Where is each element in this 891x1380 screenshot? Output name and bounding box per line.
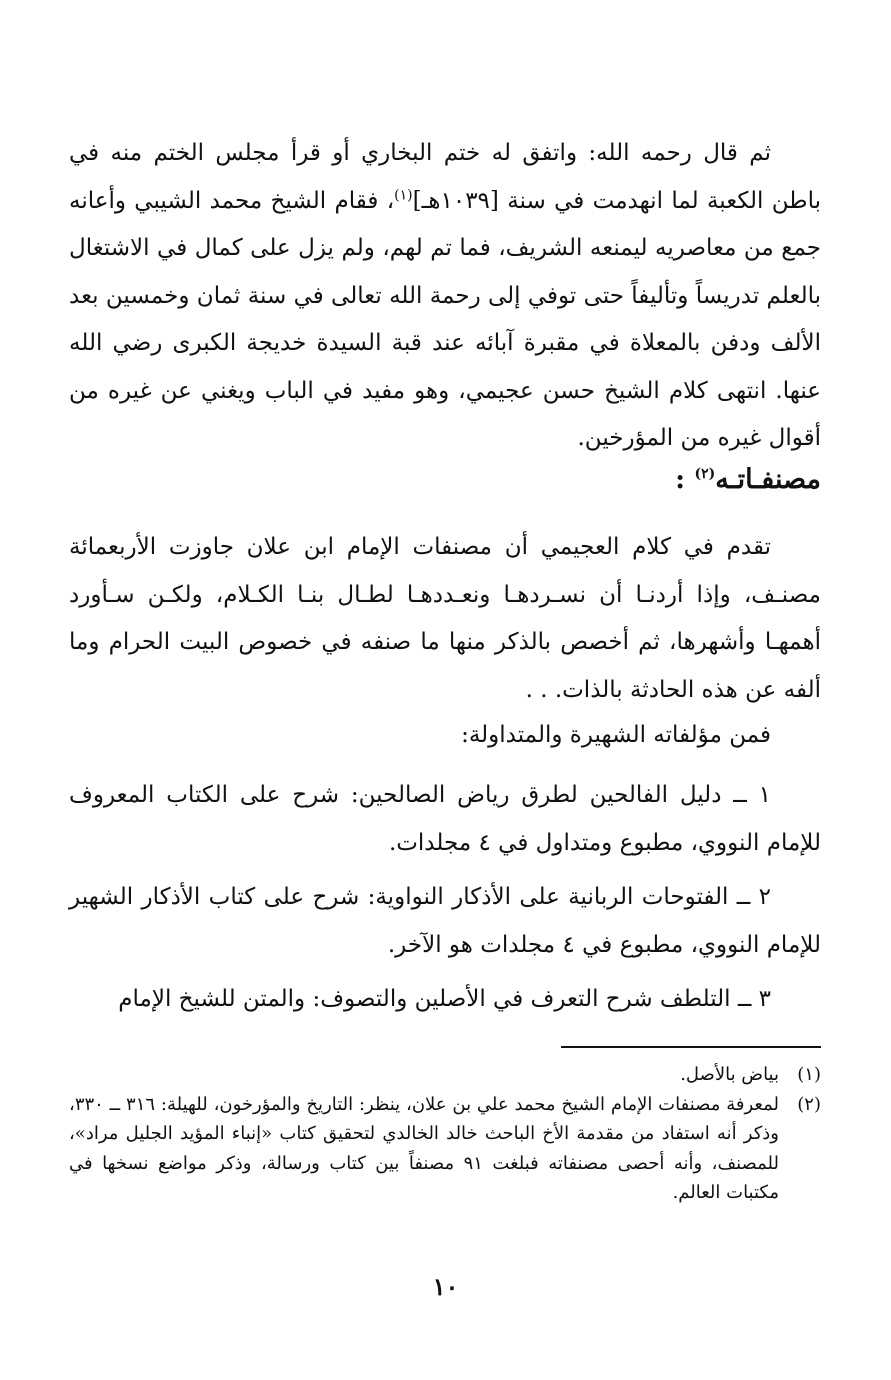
intro-paragraph-part1: ثم قال رحمه الله: واتفق له ختم البخاري أو قرأ مجلس الختم منه في باطن الكعبة لما انهدمت في سنة [١٠٣٩هـ] <box>69 140 821 214</box>
footnote-separator <box>561 1046 821 1048</box>
works-list-item-3 <box>69 976 821 1024</box>
intro-paragraph-part2: ، فقام الشيخ محمد الشيبي وأعانه جمع من معاصريه ليمنعه الشريف، فما تم لهم، ولم يزل على كمال في الاشتغال بالعلم تدريساً وتأليفاً حتى توفي إلى رحمة الله تعالى في سنة ثمان وخمسين بعد الألف ودفن بالمعلاة في مقبرة آبائه عند قبة السيدة خديجة الكبرى رضي الله عنها. انتهى كلام الشيخ حسن عجيمي، وهو مفيد في الباب ويغني عن غيره من أقوال غيره من المؤرخين. <box>69 187 821 451</box>
intro-paragraph-block <box>69 130 821 463</box>
footnotes <box>69 1060 821 1208</box>
works-list-item-1 <box>69 772 821 867</box>
section-heading-works <box>675 464 821 495</box>
works-paragraph-block <box>69 524 821 714</box>
footnote-ref-1[interactable]: (١) <box>394 186 413 203</box>
section-heading-text: مصنفـاتـه <box>715 464 821 495</box>
list-intro-block <box>69 712 821 760</box>
footnote-number: (٢) <box>797 1093 821 1115</box>
footnote-text: لمعرفة مصنفات الإمام الشيخ محمد علي بن علان، ينظر: التاريخ والمؤرخون، للهيلة: ٣١٦ ــ ٣٣٠، وذكر أنه استفاد من مقدمة الأخ الباحث خالد الخالدي لتحقيق كتاب «إنباء المؤيد الجليل مراد»، للمصنف، وأنه أحصى مصنفاته فبلغت ٩١ مصنفاً بين كتاب ورسالة، وذكر مواضع نسخها في مكتبات العالم. <box>69 1093 779 1203</box>
section-heading-colon: : <box>675 464 686 495</box>
page-number: ١٠ <box>432 1272 459 1301</box>
list-item: ١ ــ دليل الفالحين لطرق رياض الصالحين: شرح على الكتاب المعروف للإمام النووي، مطبوع ومتداول في ٤ مجلدات. <box>69 782 821 856</box>
list-item: ٢ ــ الفتوحات الربانية على الأذكار النواوية: شرح على كتاب الأذكار الشهير للإمام النووي، مطبوع في ٤ مجلدات هو الآخر. <box>69 884 821 958</box>
works-list-item-2 <box>69 874 821 969</box>
list-item: ٣ ــ التلطف شرح التعرف في الأصلين والتصوف: والمتن للشيخ الإمام <box>118 986 771 1012</box>
footnote-number: (١) <box>797 1064 821 1085</box>
works-paragraph: تقدم في كلام العجيمي أن مصنفات الإمام ابن علان جاوزت الأربعمائة مصنـف، وإذا أردنـا أن نسـردهـا ونعـددهـا لطـال بنـا الكـلام، ولكـن سـأورد أهمهـا وأشهرها، ثم أخصص بالذكر منها ما صنفه في خصوص البيت الحرام وما ألفه عن هذه الحادثة بالذات. . . <box>69 534 821 703</box>
footnote-text: بياض بالأصل. <box>680 1064 779 1085</box>
list-intro: فمن مؤلفاته الشهيرة والمتداولة: <box>461 722 771 748</box>
footnote-ref-2[interactable]: (٢) <box>694 466 716 482</box>
intro-paragraph <box>69 130 821 463</box>
footnote-1 <box>69 1060 821 1090</box>
footnote-2 <box>69 1090 821 1208</box>
